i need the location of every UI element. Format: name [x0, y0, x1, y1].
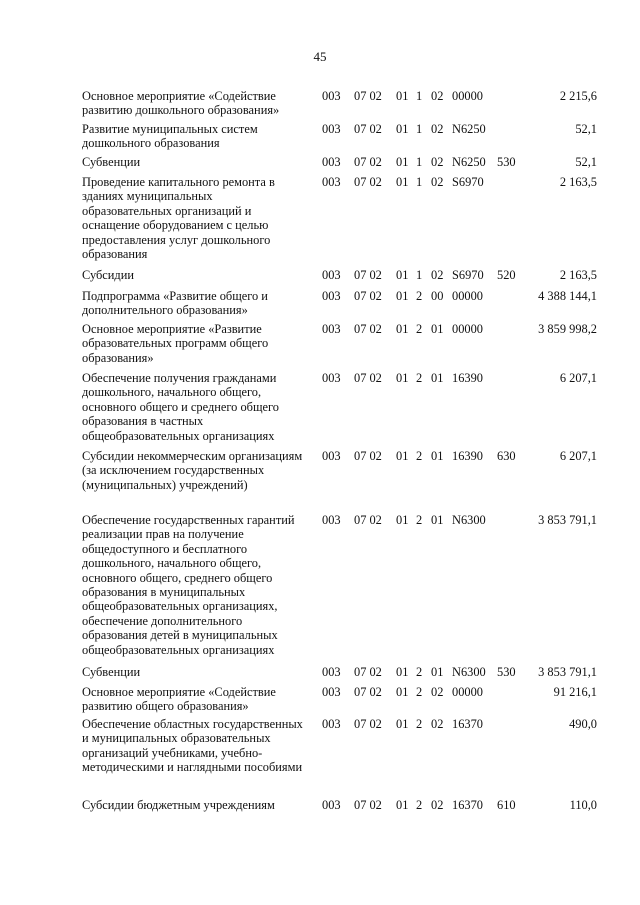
row-name: Подпрограмма «Развитие общего и дополнительного образования»	[82, 289, 268, 318]
cell-sum: 490,0	[569, 717, 597, 731]
cell-direction: 00000	[452, 89, 483, 103]
cell-sum: 6 207,1	[559, 449, 597, 463]
cell-direction: 16390	[452, 449, 483, 463]
cell-subprogram: 2	[416, 322, 423, 336]
cell-sum: 4 388 144,1	[538, 289, 597, 303]
row-name: Основное мероприятие «Содействие развитию общего образования»	[82, 685, 276, 714]
cell-vr: 530	[497, 665, 516, 679]
cell-direction: N6300	[452, 665, 486, 679]
cell-direction: 00000	[452, 289, 483, 303]
cell-program: 01	[396, 155, 409, 169]
cell-program: 01	[396, 665, 409, 679]
cell-sum: 3 853 791,1	[538, 513, 597, 527]
cell-ved: 003	[322, 289, 341, 303]
cell-sum: 6 207,1	[559, 371, 597, 385]
row-name: Субсидии бюджетным учреждениям	[82, 798, 275, 812]
cell-event: 01	[431, 449, 444, 463]
cell-subprogram: 1	[416, 268, 423, 282]
row-name: Проведение капитального ремонта в зданиях муниципальных образовательных организаций и оснащение оборудованием с целью предоставления услуг дошкольного образования	[82, 175, 275, 262]
cell-event: 02	[431, 122, 444, 136]
page-number: 45	[313, 49, 327, 64]
cell-ved: 003	[322, 717, 341, 731]
cell-program: 01	[396, 513, 409, 527]
cell-direction: S6970	[452, 268, 484, 282]
cell-ved: 003	[322, 371, 341, 385]
row-name: Обеспечение областных государственных и муниципальных образовательных организаций учебниками, учебно-методическими и наглядными пособиями	[82, 717, 303, 775]
cell-program: 01	[396, 322, 409, 336]
cell-rz-pr: 07 02	[354, 155, 382, 169]
cell-subprogram: 2	[416, 717, 423, 731]
cell-event: 02	[431, 268, 444, 282]
cell-direction: 16390	[452, 371, 483, 385]
cell-sum: 2 163,5	[559, 175, 597, 189]
cell-ved: 003	[322, 89, 341, 103]
row-name: Субвенции	[82, 665, 141, 679]
cell-rz-pr: 07 02	[354, 268, 382, 282]
cell-subprogram: 2	[416, 798, 423, 812]
cell-ved: 003	[322, 513, 341, 527]
cell-vr: 520	[497, 268, 516, 282]
row-name: Обеспечение государственных гарантий реализации прав на получение общедоступного и бесплатного дошкольного, начального общего, основного общего, среднего общего образования в муниципальных общеобразовательных организациях, обеспечение дополнительного образования детей в муниципальных общеобразовательных организациях	[82, 513, 295, 657]
cell-ved: 003	[322, 449, 341, 463]
cell-sum: 52,1	[575, 122, 597, 136]
cell-sum: 2 163,5	[559, 268, 597, 282]
cell-rz-pr: 07 02	[354, 685, 382, 699]
cell-rz-pr: 07 02	[354, 289, 382, 303]
cell-program: 01	[396, 175, 409, 189]
cell-event: 02	[431, 175, 444, 189]
cell-direction: 00000	[452, 322, 483, 336]
cell-direction: 16370	[452, 717, 483, 731]
cell-event: 00	[431, 289, 444, 303]
cell-ved: 003	[322, 322, 341, 336]
cell-rz-pr: 07 02	[354, 122, 382, 136]
cell-sum: 110,0	[569, 798, 597, 812]
cell-subprogram: 2	[416, 289, 423, 303]
cell-event: 02	[431, 717, 444, 731]
cell-ved: 003	[322, 122, 341, 136]
cell-subprogram: 1	[416, 122, 423, 136]
cell-subprogram: 2	[416, 665, 423, 679]
cell-ved: 003	[322, 798, 341, 812]
cell-program: 01	[396, 449, 409, 463]
cell-event: 01	[431, 665, 444, 679]
cell-rz-pr: 07 02	[354, 322, 382, 336]
cell-program: 01	[396, 798, 409, 812]
row-name: Субсидии некоммерческим организациям (за исключением государственных (муниципальных) учреждений)	[82, 449, 303, 492]
cell-subprogram: 1	[416, 155, 423, 169]
cell-program: 01	[396, 685, 409, 699]
cell-direction: N6250	[452, 155, 486, 169]
cell-event: 02	[431, 155, 444, 169]
cell-vr: 610	[497, 798, 516, 812]
cell-sum: 91 216,1	[553, 685, 597, 699]
cell-rz-pr: 07 02	[354, 798, 382, 812]
cell-program: 01	[396, 122, 409, 136]
cell-rz-pr: 07 02	[354, 665, 382, 679]
cell-sum: 3 859 998,2	[538, 322, 597, 336]
cell-program: 01	[396, 89, 409, 103]
cell-direction: 00000	[452, 685, 483, 699]
cell-program: 01	[396, 289, 409, 303]
cell-ved: 003	[322, 665, 341, 679]
cell-rz-pr: 07 02	[354, 449, 382, 463]
cell-sum: 2 215,6	[559, 89, 597, 103]
cell-event: 02	[431, 89, 444, 103]
cell-subprogram: 2	[416, 371, 423, 385]
cell-vr: 530	[497, 155, 516, 169]
cell-rz-pr: 07 02	[354, 371, 382, 385]
row-name: Субсидии	[82, 268, 134, 282]
cell-program: 01	[396, 371, 409, 385]
cell-rz-pr: 07 02	[354, 513, 382, 527]
cell-direction: S6970	[452, 175, 484, 189]
cell-event: 01	[431, 513, 444, 527]
cell-rz-pr: 07 02	[354, 175, 382, 189]
cell-ved: 003	[322, 685, 341, 699]
cell-event: 01	[431, 371, 444, 385]
cell-subprogram: 2	[416, 449, 423, 463]
cell-event: 01	[431, 322, 444, 336]
row-name: Основное мероприятие «Содействие развитию дошкольного образования»	[82, 89, 280, 118]
cell-direction: 16370	[452, 798, 483, 812]
cell-event: 02	[431, 685, 444, 699]
cell-subprogram: 1	[416, 175, 423, 189]
cell-rz-pr: 07 02	[354, 89, 382, 103]
cell-subprogram: 1	[416, 89, 423, 103]
cell-sum: 52,1	[575, 155, 597, 169]
cell-sum: 3 853 791,1	[538, 665, 597, 679]
row-name: Основное мероприятие «Развитие образовательных программ общего образования»	[82, 322, 269, 365]
cell-program: 01	[396, 717, 409, 731]
cell-vr: 630	[497, 449, 516, 463]
cell-subprogram: 2	[416, 685, 423, 699]
cell-ved: 003	[322, 155, 341, 169]
row-name: Обеспечение получения гражданами дошкольного, начального общего, основного общего и среднего общего образования в частных общеобразовательных организациях	[82, 371, 279, 443]
cell-event: 02	[431, 798, 444, 812]
cell-direction: N6250	[452, 122, 486, 136]
cell-rz-pr: 07 02	[354, 717, 382, 731]
cell-program: 01	[396, 268, 409, 282]
cell-ved: 003	[322, 268, 341, 282]
cell-direction: N6300	[452, 513, 486, 527]
row-name: Развитие муниципальных систем дошкольного образования	[82, 122, 258, 151]
cell-ved: 003	[322, 175, 341, 189]
cell-subprogram: 2	[416, 513, 423, 527]
row-name: Субвенции	[82, 155, 141, 169]
